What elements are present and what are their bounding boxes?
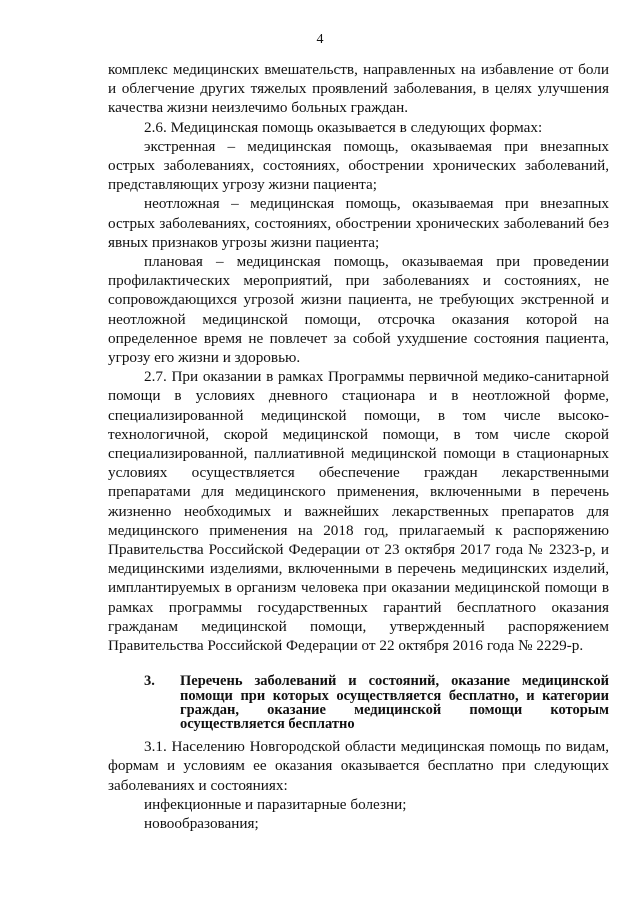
section-number: 3. [144,673,155,690]
section-title: Перечень заболеваний и состояний, оказание медицинской помощи при которых осуществляется бесплатно, и категории граждан, оказание медицинской помощи которым осуществляется бесплатно [180,673,609,732]
section-heading [108,674,609,731]
paragraph: новообразования; [144,814,259,832]
paragraph: экстренная – медицинская помощь, оказываемая при внезапных острых заболеваниях, состояниях, обострении хронических заболеваний, представляющих угрозу жизни пациента; [108,137,609,194]
paragraph: 2.6. Медицинская помощь оказывается в следующих формах: [144,118,543,136]
paragraph: комплекс медицинских вмешательств, направленных на избавление от боли и облегчение других тяжелых проявлений заболевания, в целях улучшения качества жизни неизлечимо больных граждан. [108,61,609,117]
paragraphs-after [108,737,609,833]
paragraph: плановая – медицинская помощь, оказываемая при проведении профилактических мероприятий, при заболеваниях и состояниях, не сопровождающихся угрозой жизни пациента, не требующих экстренной и неотложной медицинской помощи, отсрочка оказания которой на определенное время не повлечет за собой ухудшение состояния пациента, угрозу его жизни и здоровью. [108,253,609,367]
paragraph: инфекционные и паразитарные болезни; [144,795,407,813]
paragraphs-before [108,60,609,655]
page-number: 4 [316,32,324,47]
paragraph: 2.7. При оказании в рамках Программы первичной медико-санитарной помощи в условиях дневного стационара и в неотложной форме, специализированной медицинской помощи, в том числе высоко-технологичной, скорой медицинской помощи, в том числе скорой специализированной, паллиативной медицинской помощи в стационарных условиях осуществляется обеспечение граждан лекарственными препаратами для медицинского применения, включенными в перечень жизненно необходимых и важнейших лекарственных препаратов для медицинского применения на 2018 год, прилагаемый к распоряжению Правительства Российской Федерации от 23 октября 2017 года № 2323-р, и медицинскими изделиями, включенными в перечень медицинских изделий, имплантируемых в организм человека при оказании медицинской помощи в рамках программы государственных гарантий бесплатного оказания гражданам медицинской помощи, утвержденный распоряжением Правительства Российской Федерации от 22 октября 2016 года № 2229-р. [108,368,609,655]
paragraph: 3.1. Населению Новгородской области медицинская помощь по видам, формам и условиям ее оказания оказывается бесплатно при следующих заболеваниях и состояниях: [108,738,609,794]
paragraph: неотложная – медицинская помощь, оказываемая при внезапных острых заболеваниях, состояниях, обострении хронических заболеваний без явных признаков угрозы жизни пациента; [108,195,609,251]
page-content [108,60,609,833]
